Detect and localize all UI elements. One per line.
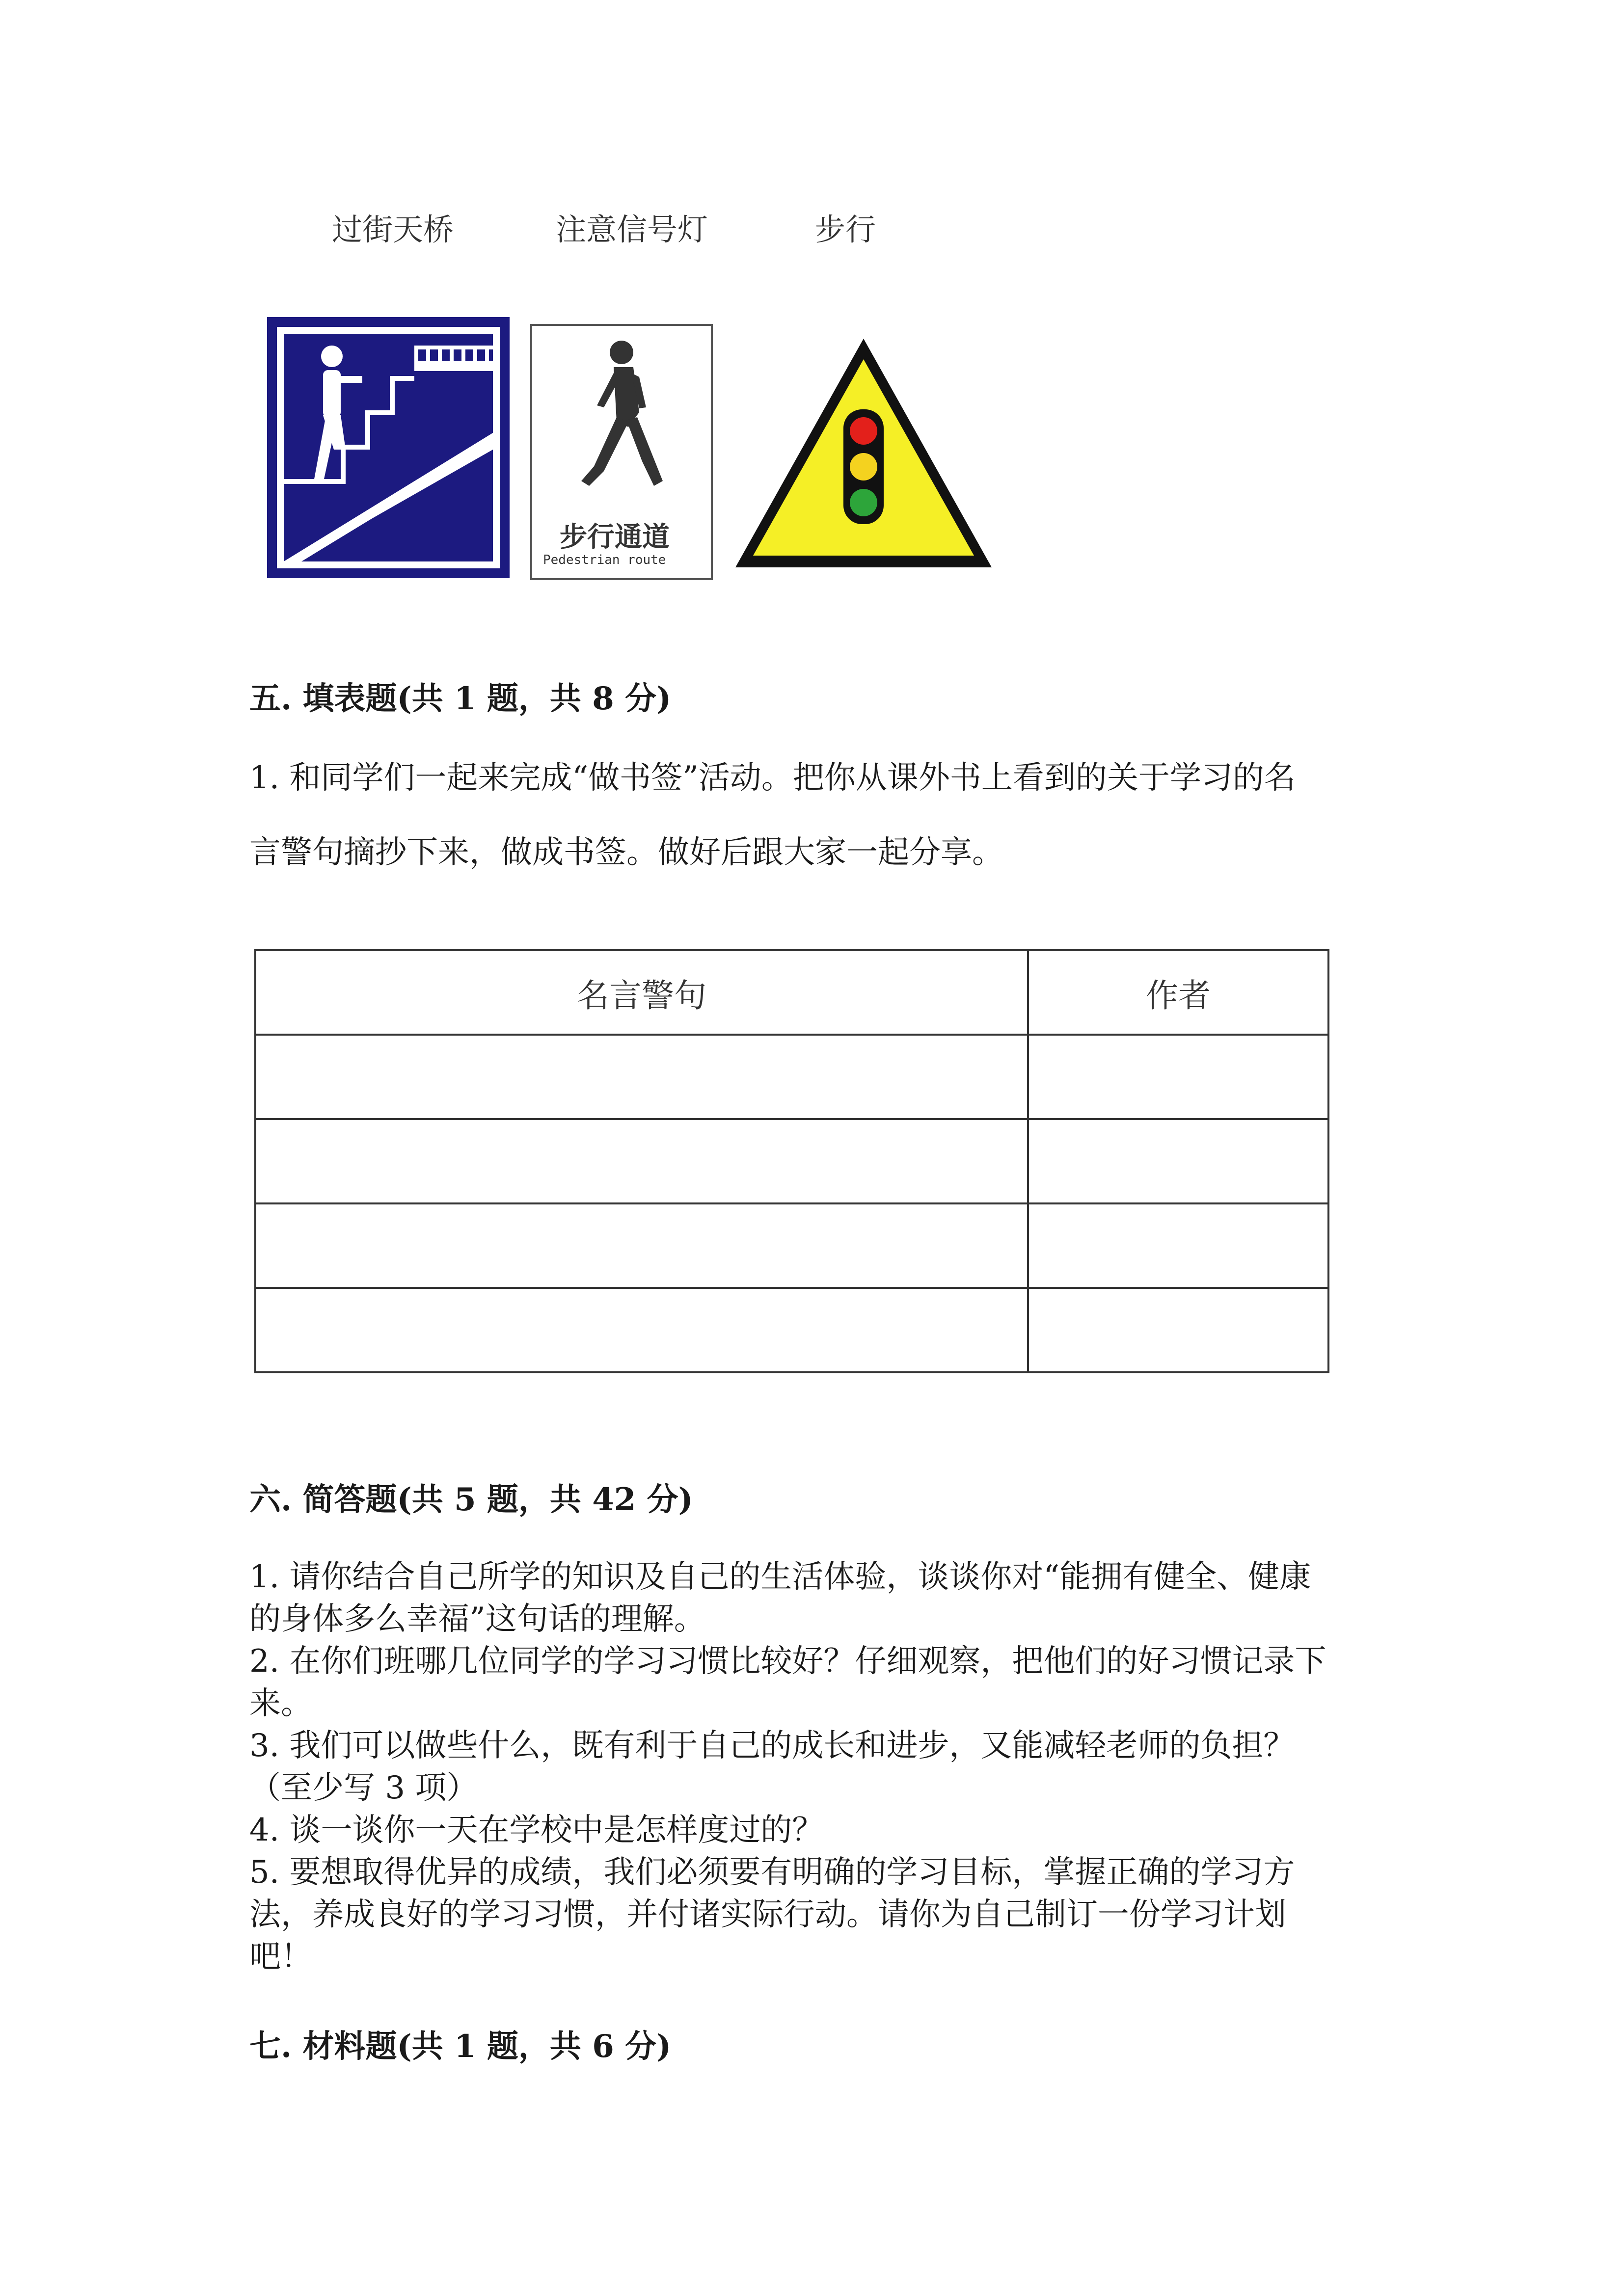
table-row — [255, 1288, 1328, 1372]
table-header-row — [255, 950, 1328, 1035]
author-cell[interactable] — [1028, 1119, 1328, 1203]
sign-label-overpass: 过街天桥 — [332, 212, 454, 247]
question-line: （至少写 3 项） — [249, 1770, 478, 1806]
table-row — [255, 1203, 1328, 1288]
quote-cell[interactable] — [255, 1288, 1028, 1372]
section6-heading: 六. 简答题(共 5 题，共 42 分) — [249, 1481, 693, 1518]
question-line: 5. 要想取得优异的成绩，我们必须要有明确的学习目标，掌握正确的学习方 — [249, 1854, 1295, 1891]
author-cell[interactable] — [1028, 1203, 1328, 1288]
column-header-quote: 名言警句 — [255, 950, 1028, 1035]
quote-cell[interactable] — [255, 1203, 1028, 1288]
pedestrian-sign-title: 步行通道 — [560, 521, 670, 553]
quote-cell[interactable] — [255, 1035, 1028, 1119]
sign-label-walk: 步行 — [815, 212, 876, 247]
table-row — [255, 1119, 1328, 1203]
sign-label-signal: 注意信号灯 — [556, 212, 708, 247]
overpass-sign-image — [267, 317, 510, 578]
question-line: 来。 — [249, 1685, 312, 1722]
question-line: 吧！ — [249, 1939, 312, 1975]
question-line: 的身体多么幸福”这句话的理解。 — [249, 1601, 705, 1637]
pedestrian-sign-subtitle: Pedestrian route — [543, 553, 666, 567]
author-cell[interactable] — [1028, 1035, 1328, 1119]
column-header-author: 作者 — [1028, 950, 1328, 1035]
section6-questions — [249, 1556, 1326, 1978]
section5-heading: 五. 填表题(共 1 题，共 8 分) — [249, 680, 672, 717]
author-cell[interactable] — [1028, 1288, 1328, 1372]
traffic-signal-warning-sign-image — [733, 337, 994, 570]
question-line: 4. 谈一谈你一天在学校中是怎样度过的？ — [249, 1812, 824, 1848]
section7-heading: 七. 材料题(共 1 题，共 6 分) — [249, 2028, 672, 2065]
table-row — [255, 1035, 1328, 1119]
question-line: 3. 我们可以做些什么，既有利于自己的成长和进步，又能减轻老师的负担？ — [249, 1728, 1295, 1764]
section5-question-line2: 言警句摘抄下来，做成书签。做好后跟大家一起分享。 — [249, 834, 1003, 871]
question-line: 法，养成良好的学习习惯，并付诸实际行动。请你为自己制订一份学习计划 — [249, 1896, 1286, 1933]
bookmark-table — [254, 949, 1329, 1373]
quote-cell[interactable] — [255, 1119, 1028, 1203]
question-line: 2. 在你们班哪几位同学的学习习惯比较好？仔细观察，把他们的好习惯记录下 — [249, 1643, 1326, 1680]
section5-question-line1: 1. 和同学们一起来完成“做书签”活动。把你从课外书上看到的关于学习的名 — [249, 760, 1296, 796]
question-line: 1. 请你结合自己所学的知识及自己的生活体验，谈谈你对“能拥有健全、健康 — [249, 1559, 1311, 1595]
